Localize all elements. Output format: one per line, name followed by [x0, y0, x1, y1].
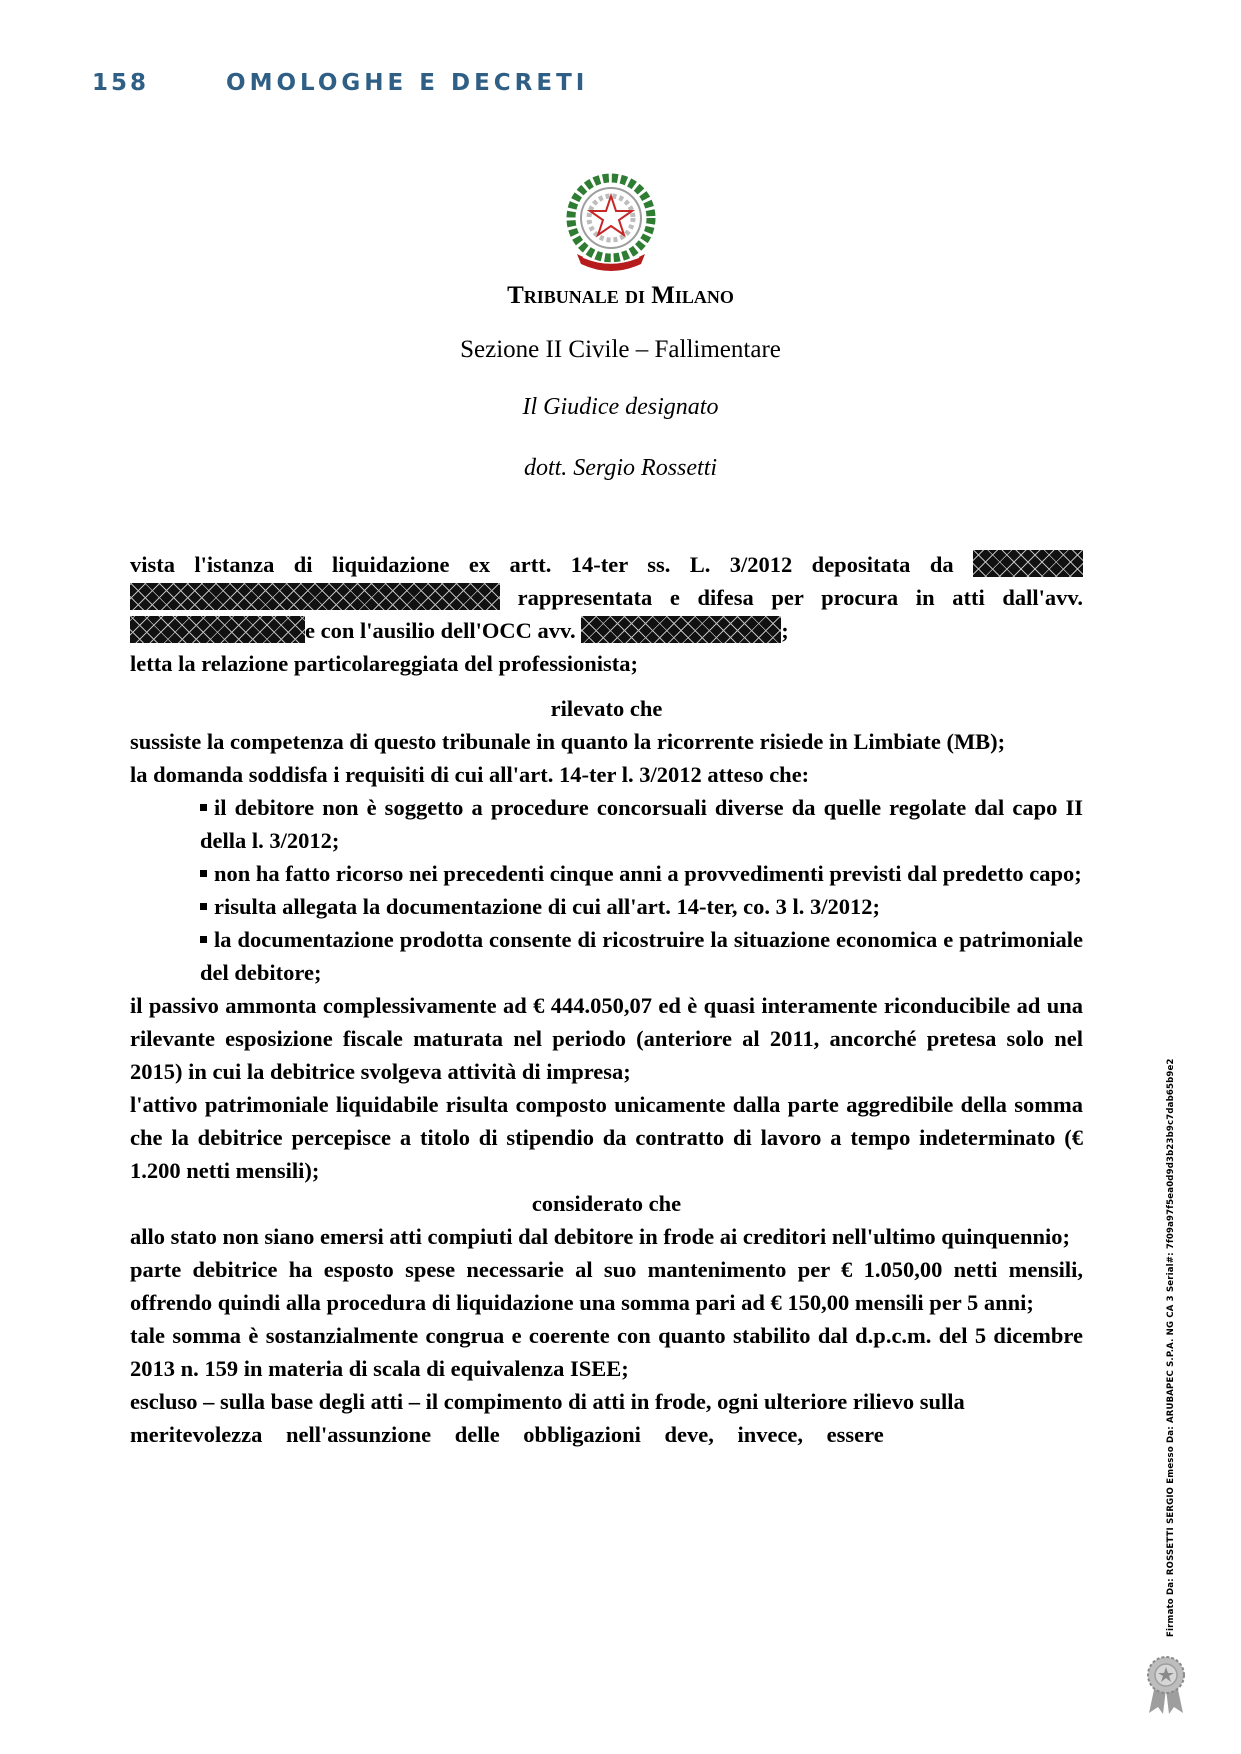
bullet-item	[130, 923, 1083, 989]
paragraph: meritevolezza nell'assunzione delle obbligazioni deve, invece, essere	[130, 1422, 884, 1447]
intro-text-c: e con l'ausilio dell'OCC avv.	[305, 618, 576, 643]
intro-paragraph-2: letta la relazione particolareggiata del professionista;	[130, 651, 639, 676]
bullet-item	[130, 857, 1083, 890]
intro-paragraph	[130, 548, 1083, 647]
judge-title: Il Giudice designato	[522, 394, 719, 420]
page-number: 158	[92, 70, 150, 96]
paragraph: sussiste la competenza di questo tribunale in quanto la ricorrente risiede in Limbiate (MB);	[130, 729, 1006, 754]
bullet-text: risulta allegata la documentazione di cui all'art. 14-ter, co. 3 l. 3/2012;	[214, 894, 880, 919]
bullet-icon	[200, 903, 207, 910]
paragraph: escluso – sulla base degli atti – il compimento di atti in frode, ogni ulteriore rilievo sulla	[130, 1389, 965, 1414]
redaction-block	[581, 616, 781, 643]
section-title: OMOLOGHE E DECRETI	[226, 70, 589, 96]
heading-considerato: considerato che	[531, 1191, 682, 1216]
bullet-text: la documentazione prodotta consente di ricostruire la situazione economica e patrimoniale del debitore;	[200, 927, 1083, 985]
page-header	[92, 70, 588, 96]
redaction-block	[973, 550, 1083, 577]
italian-republic-emblem-icon	[563, 172, 659, 276]
digital-signature-note: Firmato Da: ROSSETTI SERGIO Emesso Da: ARUBAPEC S.P.A. NG CA 3 Serial#: 7f09a97f5ea0d9d3b23b9c7dab65b9e2	[1166, 1058, 1176, 1637]
bullet-item	[130, 791, 1083, 857]
redaction-block	[130, 616, 305, 643]
certification-seal-icon	[1143, 1655, 1189, 1715]
paragraph: tale somma è sostanzialmente congrua e coerente con quanto stabilito dal d.p.c.m. del 5 dicembre 2013 n. 159 in materia di scala di equivalenza ISEE;	[130, 1323, 1083, 1381]
paragraph: il passivo ammonta complessivamente ad € 444.050,07 ed è quasi interamente riconducibile ad una rilevante esposizione fiscale maturata nel periodo (anteriore al 2011, ancorché pretesa solo nel 2015) in cui la debitrice svolgeva attività di impresa;	[130, 993, 1083, 1084]
redaction-block	[130, 583, 500, 610]
bullet-text: non ha fatto ricorso nei precedenti cinque anni a provvedimenti previsti dal predetto capo;	[214, 861, 1082, 886]
intro-text-b: rappresentata e difesa per procura in atti dall'avv.	[517, 585, 1083, 610]
paragraph: parte debitrice ha esposto spese necessarie al suo mantenimento per € 1.050,00 netti mensili, offrendo quindi alla procedura di liquidazione una somma pari ad € 150,00 mensili per 5 anni;	[130, 1257, 1083, 1315]
paragraph: l'attivo patrimoniale liquidabile risulta composto unicamente dalla parte aggredibile della somma che la debitrice percepisce a titolo di stipendio da contratto di lavoro a tempo indeterminato (€ 1.200 netti mensili);	[130, 1092, 1083, 1183]
document-body	[130, 548, 1083, 1451]
court-section: Sezione II Civile – Fallimentare	[460, 336, 781, 363]
bullet-icon	[200, 870, 207, 877]
bullet-icon	[200, 804, 207, 811]
bullet-text: il debitore non è soggetto a procedure concorsuali diverse da quelle regolate dal capo II della l. 3/2012;	[200, 795, 1083, 853]
paragraph: allo stato non siano emersi atti compiuti dal debitore in frode ai creditori nell'ultimo quinquennio;	[130, 1224, 1071, 1249]
intro-text-a: vista l'istanza di liquidazione ex artt. 14-ter ss. L. 3/2012 depositata da	[130, 552, 954, 577]
paragraph: la domanda soddisfa i requisiti di cui all'art. 14-ter l. 3/2012 atteso che:	[130, 762, 810, 787]
judge-name: dott. Sergio Rossetti	[523, 455, 718, 481]
bullet-item	[130, 890, 1083, 923]
heading-rilevato: rilevato che	[550, 696, 663, 721]
bullet-icon	[200, 936, 207, 943]
intro-text-d: ;	[781, 618, 789, 643]
court-name: Tribunale di Milano	[507, 282, 734, 309]
